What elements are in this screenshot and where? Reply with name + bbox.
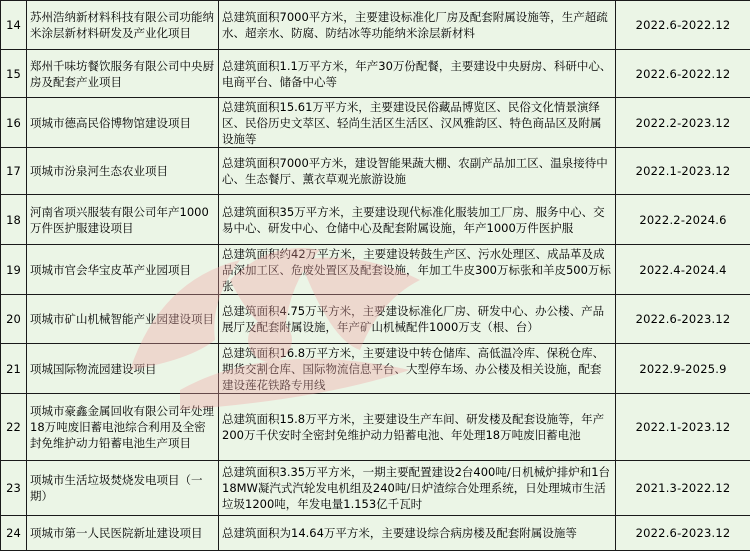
construction-period-cell: 2022.9-2025.9 — [616, 344, 750, 394]
project-name-cell: 项城市第一人民医院新址建设项目 — [27, 516, 219, 551]
construction-period-cell: 2022.6-2023.12 — [616, 295, 750, 344]
construction-content-cell: 总建筑面积15.8万平方米，主要建设生产车间、研发楼及配套设施等，年产200万千伏安时全密封免维护动力铅蓄电池、年处理18万吨废旧蓄电池 — [219, 394, 616, 461]
table-row — [1, 344, 750, 394]
table-row — [1, 245, 750, 295]
project-name-cell: 项城国际物流园建设项目 — [27, 344, 219, 394]
project-name-cell: 项城市生活垃圾焚烧发电项目（一期） — [27, 461, 219, 516]
construction-period-cell: 2022.1-2023.12 — [616, 148, 750, 195]
construction-period-cell: 2022.6-2022.12 — [616, 1, 750, 50]
project-name-cell: 项城市矿山机械智能产业园建设项目 — [27, 295, 219, 344]
row-number-cell: 24 — [1, 516, 27, 551]
table-row — [1, 461, 750, 516]
row-number-cell: 19 — [1, 245, 27, 295]
construction-period-cell: 2022.2-2023.12 — [616, 98, 750, 148]
row-number-cell: 20 — [1, 295, 27, 344]
construction-period-cell: 2022.2-2024.6 — [616, 195, 750, 245]
construction-content-cell: 总建筑面积1.1万平方米，年产30万份配餐，主要建设中央厨房、科研中心、电商平台、储备中心等 — [219, 50, 616, 98]
table-row — [1, 50, 750, 98]
construction-content-cell: 总建筑面积约42万平方米，主要建设转鼓生产区、污水处理区、成品革及成品深加工区、危废处置区及配套设施，年加工牛皮300万标张和羊皮500万标张 — [219, 245, 616, 295]
construction-period-cell: 2022.4-2024.4 — [616, 245, 750, 295]
project-name-cell: 项城市汾泉河生态农业项目 — [27, 148, 219, 195]
project-name-cell: 河南省项兴服装有限公司年产1000万件医护服建设项目 — [27, 195, 219, 245]
construction-content-cell: 总建筑面积4.75万平方米，主要建设标准化厂房、研发中心、办公楼、产品展厅及配套附属设施，年产矿山机械配件1000万支（根、台） — [219, 295, 616, 344]
construction-period-cell: 2022.6-2022.12 — [616, 50, 750, 98]
table-row — [1, 195, 750, 245]
table-row — [1, 394, 750, 461]
construction-period-cell: 2021.3-2022.12 — [616, 461, 750, 516]
table-row — [1, 148, 750, 195]
project-name-cell: 项城市德高民俗博物馆建设项目 — [27, 98, 219, 148]
row-number-cell: 17 — [1, 148, 27, 195]
row-number-cell: 15 — [1, 50, 27, 98]
construction-content-cell: 总建筑面积7000平方米，主要建设标准化厂房及配套附属设施等，生产超疏水、超亲水、防腐、防结冰等功能纳米涂层新材料 — [219, 1, 616, 50]
construction-content-cell: 总建筑面积3.35万平方米，一期主要配置建设2台400吨/日机械炉排炉和1台18MW凝汽式汽轮发电机组及240吨/日炉渣综合处理系统，日处理城市生活垃圾1200吨，年发电量1.153亿千瓦时 — [219, 461, 616, 516]
project-name-cell: 项城市豪鑫金属回收有限公司年处理18万吨废旧蓄电池综合利用及全密封免维护动力铅蓄电池生产项目 — [27, 394, 219, 461]
project-name-cell: 项城市官会华宝皮革产业园项目 — [27, 245, 219, 295]
construction-content-cell: 总建筑面积15.61万平方米，主要建设民俗藏品博览区、民俗文化情景演绎区、民俗历史文萃区、轻尚生活区生活区、汉风雅韵区、特色商品区及附属设施等 — [219, 98, 616, 148]
row-number-cell: 18 — [1, 195, 27, 245]
construction-content-cell: 总建筑面积为14.64万平方米，主要建设综合病房楼及配套附属设施等 — [219, 516, 616, 551]
table-row — [1, 1, 750, 50]
construction-content-cell: 总建筑面积7000平方米，建设智能果蔬大棚、农副产品加工区、温泉接待中心、生态餐厅、薰衣草观光旅游设施 — [219, 148, 616, 195]
construction-period-cell: 2022.6-2023.12 — [616, 516, 750, 551]
row-number-cell: 14 — [1, 1, 27, 50]
project-name-cell: 苏州浩纳新材料科技有限公司功能纳米涂层新材料研发及产业化项目 — [27, 1, 219, 50]
construction-content-cell: 总建筑面积35万平方米，主要建设现代标准化服装加工厂房、服务中心、交易中心、研发中心、仓储中心及配套附属设施，年产1000万件医护服 — [219, 195, 616, 245]
table-row — [1, 516, 750, 551]
table-row — [1, 98, 750, 148]
construction-period-cell: 2022.1-2023.12 — [616, 394, 750, 461]
row-number-cell: 22 — [1, 394, 27, 461]
project-name-cell: 郑州千味坊餐饮服务有限公司中央厨房及配套产业项目 — [27, 50, 219, 98]
row-number-cell: 23 — [1, 461, 27, 516]
table-row — [1, 295, 750, 344]
row-number-cell: 16 — [1, 98, 27, 148]
row-number-cell: 21 — [1, 344, 27, 394]
construction-content-cell: 总建筑面积16.8万平方米，主要建设中转仓储库、高低温冷库、保税仓库、期货交割仓库、国际物流信息平台、大型停车场、办公楼及相关设施，配套建设莲花铁路专用线 — [219, 344, 616, 394]
